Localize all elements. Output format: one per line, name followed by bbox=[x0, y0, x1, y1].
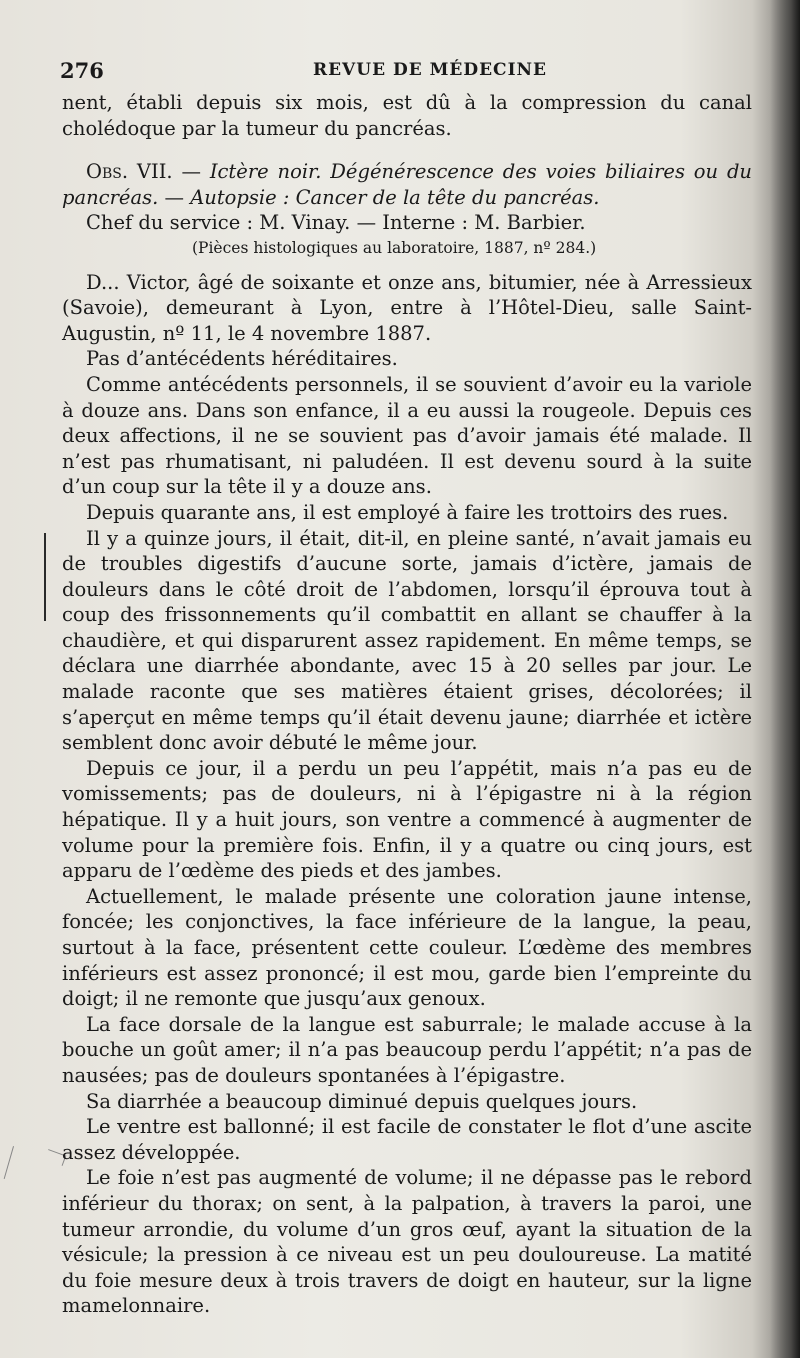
paragraph-diarrhea: Sa diarrhée a beaucoup diminué depuis quelques jours. bbox=[86, 1089, 638, 1113]
page-header bbox=[60, 58, 750, 84]
paragraph-liver: Le foie n’est pas augmenté de volume; il ne dépasse pas le rebord inférieur du thorax; on sent, à la palpation, à travers la paroi, une tumeur arrondie, du volume d’un gros œuf, ayant la situation de la vésicule; la pression à ce niveau est un peu douloureuse. La matité du foie mesure deux à trois travers de doigt en hauteur, sur la ligne mamelonnaire. bbox=[62, 1166, 752, 1318]
observation-title-part2: Autopsie : Cancer de la tête du pancréas. bbox=[190, 185, 600, 209]
margin-bracket-mark bbox=[44, 533, 46, 621]
page-number: 276 bbox=[60, 58, 104, 83]
margin-pencil-mark bbox=[4, 1146, 32, 1184]
running-head: REVUE DE MÉDECINE bbox=[312, 60, 548, 80]
service-line: Chef du service : M. Vinay. — Interne : M. Barbier. bbox=[86, 211, 586, 235]
paragraph-continuation: nent, établi depuis six mois, est dû à la compression du canal cholédoque par la tumeur du pancréas. bbox=[62, 91, 752, 140]
paragraph-heredity: Pas d’antécédents héréditaires. bbox=[86, 347, 398, 371]
specimen-note: (Pièces histologiques au laboratoire, 1887, nº 284.) bbox=[192, 238, 597, 257]
observation-title-part1: Ictère noir. Dégénérescence des voies biliaires ou du pancréas. bbox=[62, 160, 752, 209]
book-spine-shadow bbox=[770, 0, 800, 1358]
paragraph-ascites: Le ventre est ballonné; il est facile de constater le flot d’une ascite assez développée. bbox=[62, 1115, 752, 1164]
observation-title: Obs. VII. — Ictère noir. Dégénérescence des voies biliaires ou du pancréas. — Autopsie : Cancer de la tête du pancréas. bbox=[62, 160, 752, 209]
paragraph-patient: D... Victor, âgé de soixante et onze ans, bitumier, née à Arressieux (Savoie), demeurant à Lyon, entre à l’Hôtel-Dieu, salle Saint-Augustin, nº 11, le 4 novembre 1887. bbox=[62, 270, 752, 345]
paragraph-progression: Depuis ce jour, il a perdu un peu l’appétit, mais n’a pas eu de vomissements; pas de douleurs, ni à l’épigastre ni à la région hépatique. Il y a huit jours, son ventre a commencé à augmenter de volume pour la première fois. Enfin, il y a quatre ou cinq jours, est apparu de l’œdème des pieds et des jambes. bbox=[62, 756, 752, 883]
paragraph-history: Comme antécédents personnels, il se souvient d’avoir eu la variole à douze ans. Dans son enfance, il a eu aussi la rougeole. Depuis ces deux affections, il ne se souvient pas d’avoir jamais été malade. Il n’est pas rhumatisant, ni paludéen. Il est devenu sourd à la suite d’un coup sur la tête il y a douze ans. bbox=[62, 372, 752, 499]
observation-label: Obs. VII. bbox=[86, 160, 173, 184]
paragraph-onset: Il y a quinze jours, il était, dit-il, en pleine santé, n’avait jamais eu de troubles digestifs d’aucune sorte, jamais d’ictère, jamais de douleurs dans le côté droit de l’abdomen, lorsqu’il éprouva tout à coup des frissonnements qu’il combattit en allant se chauffer à la chaudière, et qui disparurent assez rapidement. En même temps, se déclara une diarrhée abondante, avec 15 à 20 selles par jour. Le malade raconte que ses matières étaient grises, décolorées; il s’aperçut en même temps qu’il était devenu jaune; diarrhée et ictère semblent donc avoir débuté le même jour. bbox=[62, 526, 752, 755]
paragraph-tongue: La face dorsale de la langue est saburrale; le malade accuse à la bouche un goût amer; il n’a pas beaucoup perdu l’appétit; n’a pas de nausées; pas de douleurs spontanées à l’épigastre. bbox=[62, 1012, 752, 1087]
article-body bbox=[62, 90, 752, 1319]
paragraph-occupation: Depuis quarante ans, il est employé à faire les trottoirs des rues. bbox=[86, 500, 729, 524]
paragraph-current-state: Actuellement, le malade présente une coloration jaune intense, foncée; les conjonctives, la face inférieure de la langue, la peau, surtout à la face, présentent cette couleur. L’œdème des membres inférieurs est assez prononcé; il est mou, garde bien l’empreinte du doigt; il ne remonte que jusqu’aux genoux. bbox=[62, 884, 752, 1011]
